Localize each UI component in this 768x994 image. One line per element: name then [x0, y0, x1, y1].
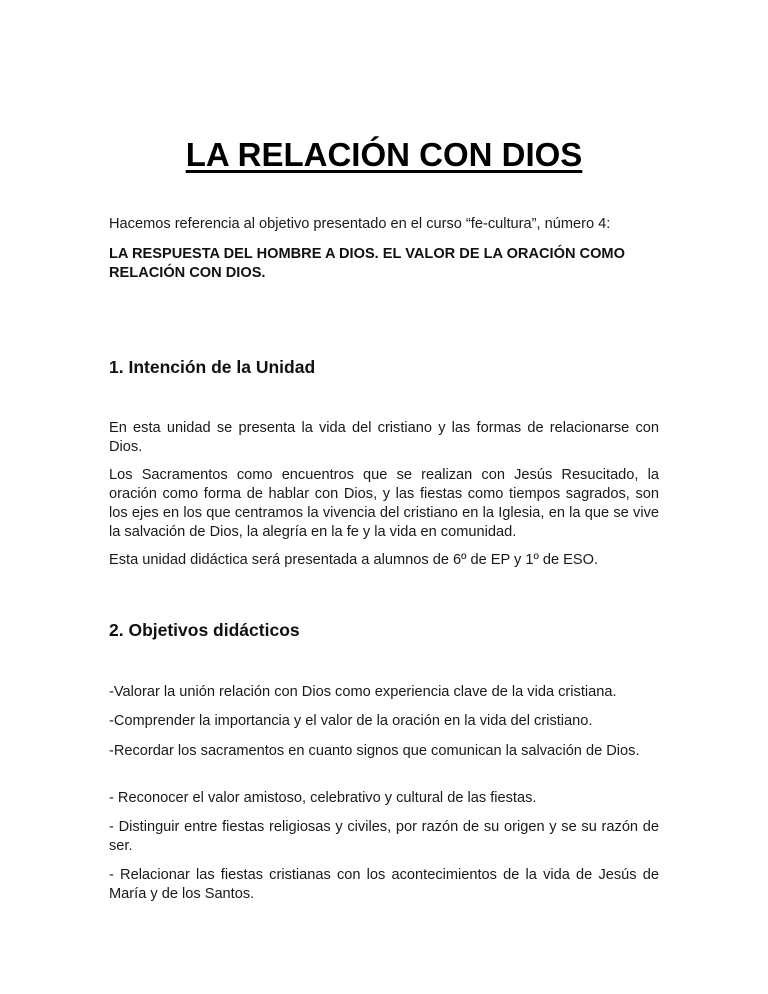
- objective-item-1: -Valorar la unión relación con Dios como experiencia clave de la vida cristiana.: [109, 684, 617, 700]
- objective-item-2: -Comprender la importancia y el valor de la oración en la vida del cristiano.: [109, 713, 593, 729]
- objective-statement: LA RESPUESTA DEL HOMBRE A DIOS. EL VALOR DE LA ORACIÓN COMO RELACIÓN CON DIOS.: [109, 246, 625, 281]
- section-heading-intencion: 1. Intención de la Unidad: [109, 357, 316, 377]
- document-title: [109, 136, 659, 174]
- document-title-text: LA RELACIÓN CON DIOS: [185, 136, 583, 173]
- objective-item-3: -Recordar los sacramentos en cuanto signos que comunican la salvación de Dios.: [109, 743, 640, 759]
- objective-item-4: - Reconocer el valor amistoso, celebrativo y cultural de las fiestas.: [109, 790, 537, 806]
- section-1-paragraph-2: Los Sacramentos como encuentros que se realizan con Jesús Resucitado, la oración como forma de hablar con Dios, y las fiestas como tiempos sagrados, son los ejes en los que centramos la vivencia del cristiano en la Iglesia, en la que se vive la salvación de Dios, la alegría en la fe y la vida en comunidad.: [109, 467, 659, 540]
- section-heading-objetivos: 2. Objetivos didácticos: [109, 620, 300, 640]
- section-1-paragraph-3: Esta unidad didáctica será presentada a alumnos de 6º de EP y 1º de ESO.: [109, 552, 599, 568]
- objective-item-5: - Distinguir entre fiestas religiosas y civiles, por razón de su origen y se su razón de ser.: [109, 819, 659, 854]
- objective-item-6: - Relacionar las fiestas cristianas con los acontecimientos de la vida de Jesús de María y de los Santos.: [109, 867, 659, 902]
- intro-paragraph: Hacemos referencia al objetivo presentado en el curso “fe-cultura”, número 4:: [109, 216, 611, 232]
- section-1-paragraph-1: En esta unidad se presenta la vida del cristiano y las formas de relacionarse con Dios.: [109, 420, 659, 455]
